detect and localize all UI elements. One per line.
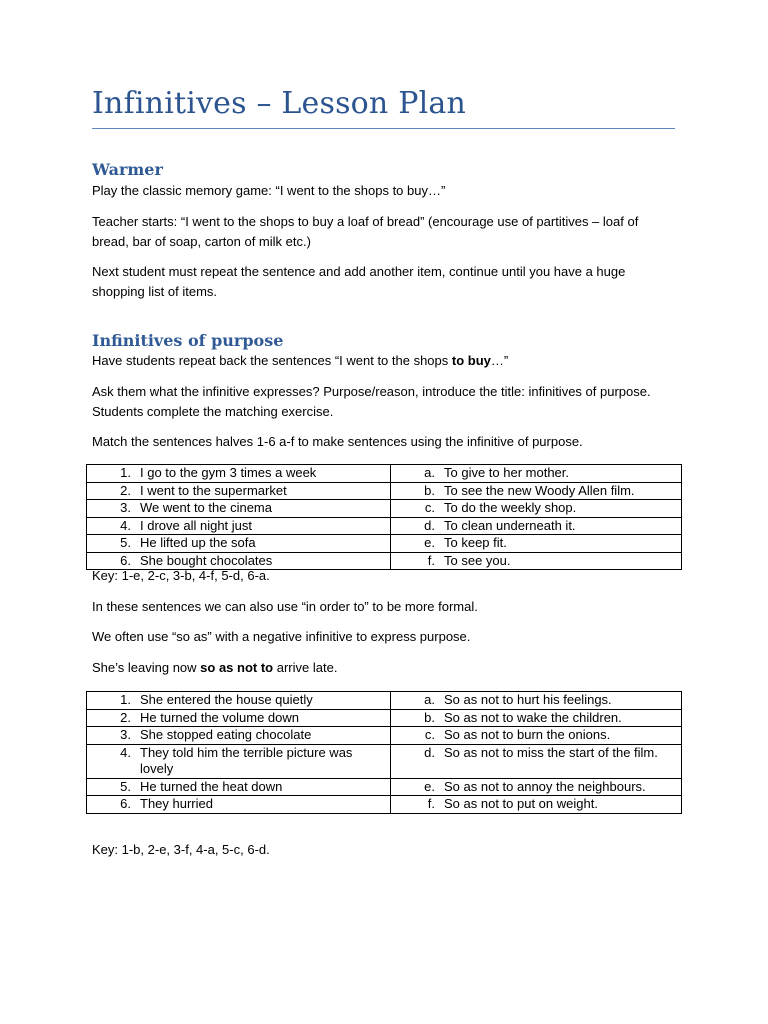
right-cell — [391, 535, 682, 553]
purpose-p1-end: …” — [490, 353, 509, 368]
purpose-paragraph-5: We often use “so as” with a negative infinitive to express purpose. — [92, 629, 471, 644]
item-letter: d. — [424, 744, 435, 760]
item-letter: e. — [424, 535, 435, 550]
sentence-end: So as not to put on weight. — [444, 796, 598, 811]
right-cell — [391, 778, 682, 796]
sentence-end: To see the new Woody Allen film. — [444, 482, 635, 498]
sentence-start: They told him the terrible picture was lovely — [140, 744, 353, 776]
sentence-start: I went to the supermarket — [140, 482, 287, 498]
right-cell — [391, 744, 682, 778]
item-letter: f. — [427, 796, 435, 811]
left-cell — [87, 500, 391, 518]
item-number: 2. — [120, 709, 131, 725]
table-row — [87, 517, 682, 535]
table-row — [87, 796, 682, 814]
item-number: 1. — [120, 465, 131, 480]
purpose-p6-end: arrive late. — [273, 660, 338, 675]
purpose-p1-text: Have students repeat back the sentences “I went to the shops — [92, 353, 452, 368]
matching-table-1 — [86, 464, 682, 570]
sentence-start: I drove all night just — [140, 517, 253, 533]
item-letter: e. — [424, 778, 435, 794]
item-letter: b. — [424, 482, 435, 498]
table-row — [87, 744, 682, 778]
item-number: 5. — [120, 535, 131, 550]
left-cell — [87, 465, 391, 483]
sentence-end: So as not to hurt his feelings. — [444, 692, 612, 707]
item-number: 3. — [120, 500, 131, 515]
warmer-heading: Warmer — [92, 160, 163, 179]
sentence-start: She stopped eating chocolate — [140, 727, 312, 742]
item-number: 1. — [120, 692, 131, 707]
warmer-paragraph-2: Teacher starts: “I went to the shops to buy a loaf of bread” (encourage use of partitives – loaf of bread, bar of soap, carton of milk etc.) — [92, 214, 639, 249]
item-letter: a. — [424, 692, 435, 707]
purpose-paragraph-1 — [92, 351, 682, 371]
table-row — [87, 778, 682, 796]
right-cell — [391, 500, 682, 518]
table-row — [87, 465, 682, 483]
sentence-start: He lifted up the sofa — [140, 535, 256, 550]
item-number: 6. — [120, 796, 131, 811]
warmer-paragraph-3: Next student must repeat the sentence and add another item, continue until you have a huge shopping list of items. — [92, 264, 626, 299]
purpose-paragraph-2: Ask them what the infinitive expresses? Purpose/reason, introduce the title: infinitives of purpose. Students complete the matching exercise. — [92, 384, 651, 419]
left-cell — [87, 778, 391, 796]
item-number: 2. — [120, 482, 131, 498]
sentence-start: He turned the heat down — [140, 778, 283, 794]
item-number: 4. — [120, 744, 131, 760]
right-cell — [391, 692, 682, 710]
answer-key-2: Key: 1-b, 2-e, 3-f, 4-a, 5-c, 6-d. — [92, 842, 270, 857]
item-letter: a. — [424, 465, 435, 480]
item-letter: c. — [424, 727, 435, 742]
item-letter: f. — [427, 552, 435, 568]
sentence-start: I go to the gym 3 times a week — [140, 465, 317, 480]
sentence-start: He turned the volume down — [140, 709, 299, 725]
purpose-paragraph-3: Match the sentences halves 1-6 a-f to make sentences using the infinitive of purpose. — [92, 434, 583, 449]
item-letter: d. — [424, 517, 435, 533]
item-number: 4. — [120, 517, 131, 533]
sentence-end: To clean underneath it. — [444, 517, 576, 533]
sentence-start: She bought chocolates — [140, 552, 273, 568]
table-row — [87, 692, 682, 710]
purpose-p1-bold: to buy — [451, 353, 491, 368]
table-row — [87, 709, 682, 727]
purpose-p6-text: She’s leaving now — [92, 660, 201, 675]
right-cell — [391, 709, 682, 727]
left-cell — [87, 727, 391, 745]
right-cell — [391, 727, 682, 745]
title-underline — [92, 128, 675, 129]
item-letter: b. — [424, 709, 435, 725]
purpose-p6-bold: so as not to — [200, 660, 274, 675]
item-letter: c. — [424, 500, 435, 515]
page-title: Infinitives – Lesson Plan — [92, 86, 466, 121]
warmer-paragraph-1: Play the classic memory game: “I went to the shops to buy…” — [92, 183, 446, 198]
purpose-heading: Infinitives of purpose — [92, 331, 284, 350]
matching-table-2 — [86, 691, 682, 814]
left-cell — [87, 796, 391, 814]
table-row — [87, 500, 682, 518]
left-cell — [87, 744, 391, 778]
right-cell — [391, 796, 682, 814]
sentence-end: To keep fit. — [444, 535, 507, 550]
sentence-start: We went to the cinema — [140, 500, 272, 515]
item-number: 5. — [120, 778, 131, 794]
sentence-start: She entered the house quietly — [140, 692, 313, 707]
sentence-end: To see you. — [444, 552, 511, 568]
right-cell — [391, 517, 682, 535]
right-cell — [391, 465, 682, 483]
purpose-paragraph-6 — [92, 658, 682, 678]
sentence-end: So as not to annoy the neighbours. — [444, 778, 646, 794]
left-cell — [87, 709, 391, 727]
sentence-end: To do the weekly shop. — [444, 500, 577, 515]
sentence-end: So as not to wake the children. — [444, 709, 622, 725]
table-row — [87, 482, 682, 500]
item-number: 6. — [120, 552, 131, 568]
answer-key-1: Key: 1-e, 2-c, 3-b, 4-f, 5-d, 6-a. — [92, 568, 270, 583]
table-row — [87, 727, 682, 745]
table-row — [87, 535, 682, 553]
right-cell — [391, 482, 682, 500]
left-cell — [87, 692, 391, 710]
item-number: 3. — [120, 727, 131, 742]
sentence-start: They hurried — [140, 796, 213, 811]
sentence-end: To give to her mother. — [444, 465, 570, 480]
left-cell — [87, 535, 391, 553]
purpose-paragraph-4: In these sentences we can also use “in order to” to be more formal. — [92, 599, 478, 614]
sentence-end: So as not to miss the start of the film. — [444, 744, 658, 760]
sentence-end: So as not to burn the onions. — [444, 727, 611, 742]
left-cell — [87, 482, 391, 500]
left-cell — [87, 517, 391, 535]
